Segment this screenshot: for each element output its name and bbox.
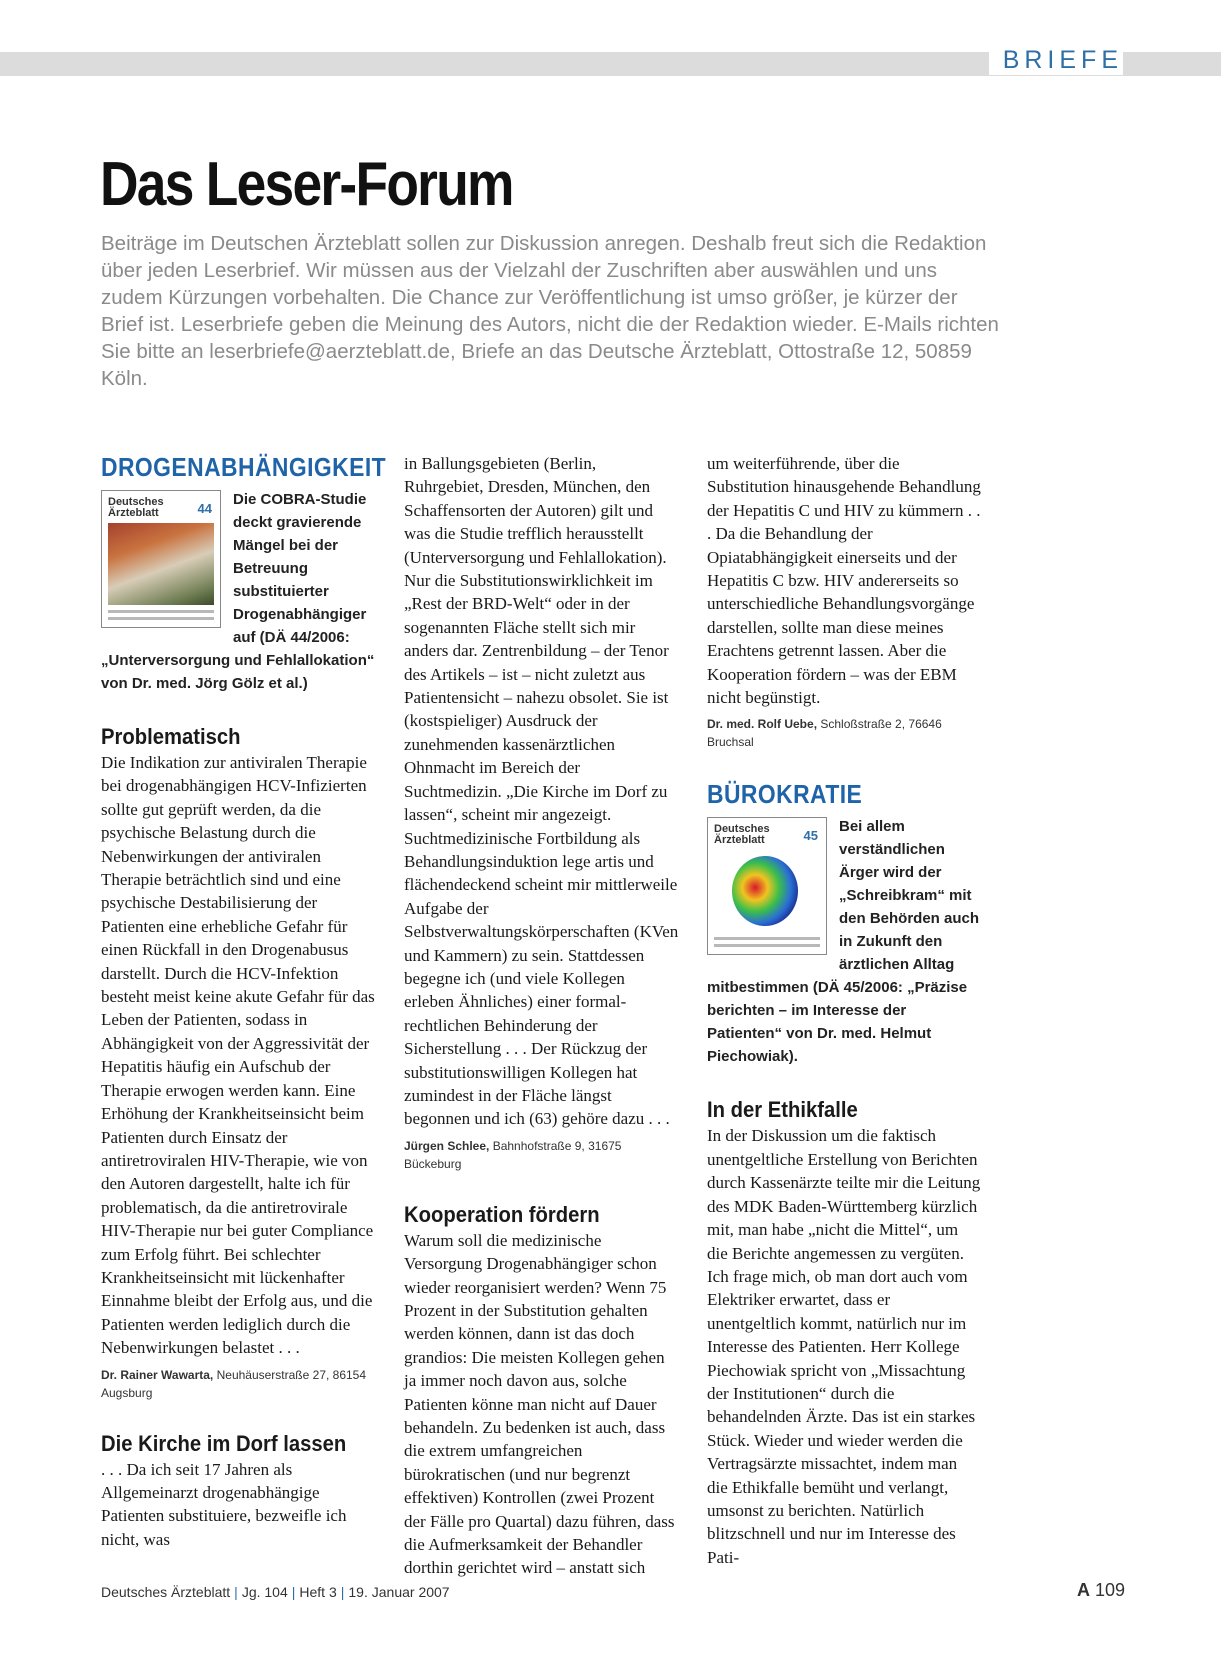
cover-image xyxy=(714,850,820,932)
topic-heading-drogenabhaengigkeit: DROGENABHÄNGIGKEIT xyxy=(101,452,387,482)
topic-lead-text: Bei allem verständlichen Ärger wird der „Schreibkram“ mit den Behörden auch in Zukunft den ärztlichen Alltag mitbestimmen (DÄ 45/2006: „Präzise berichten – im Interesse der Patienten“ von Dr. med. Helmut Piechowiak). xyxy=(707,818,980,1066)
topic-lead-text: Die COBRA-Studie deckt gravierende Mängel bei der Betreuung substituierter Drogenabhängiger auf (DÄ 44/2006: „Unterversorgung und Fehlallokation“ von Dr. med. Jörg Gölz et al.) xyxy=(101,491,375,692)
footer-separator: | xyxy=(340,1584,345,1600)
footer-separator: | xyxy=(291,1584,296,1600)
column-3 xyxy=(707,452,982,1569)
intro-text: Beiträge im Deutschen Ärzteblatt sollen zur Diskussion anregen. Deshalb freut sich die Redaktion über jeden Leserbrief. Wir müssen aus der Vielzahl der Zuschriften aber auswählen und uns zudem Kürzungen vorbehalten. Die Chance zur Veröffentlichung ist umso größer, je kürzer der Brief ist. Leserbriefe geben die Meinung des Autors, nicht die der Redaktion wieder. E-Mails richten Sie bitte an leserbriefe@aerzteblatt.de, Briefe an das Deutsche Ärzteblatt, Ottostraße 12, 50859 Köln. xyxy=(101,232,999,390)
letter-body-continued: um weiterführende, über die Substitution hinausgehende Behandlung der Hepatitis C und HIV zu kümmern . . . Da die Behandlung der Opiatabhängigkeit einerseits und der Hepatitis C bzw. HIV andererseits so unterschiedliche Behandlungsvorgänge darstellen, sollte man diese meines Erachtens getrennt lassen. Aber die Kooperation fördern – was der EBM nicht begünstigt. xyxy=(707,454,981,708)
cover-logo: Deutsches Ärzteblatt xyxy=(108,496,164,519)
footer-citation: Deutsches Ärzteblatt | Jg. 104 | Heft 3 | 19. Januar 2007 xyxy=(101,1584,450,1600)
page-title: Das Leser-Forum xyxy=(100,150,513,219)
letter-heading: Die Kirche im Dorf lassen xyxy=(101,1430,347,1456)
letter-body: In der Diskussion um die faktisch unentgeltliche Erstellung von Berichten durch Kassenärzte teilte mir die Leitung des MDK Baden-Württemberg kürzlich mit, man habe „nicht die Mittel“, um die Berichte angemessen zu vergüten. Ich frage mich, ob man dort auch vom Elektriker erwartet, dass er unentgeltlich kommt, natürlich nur im Interesse des Patienten. Herr Kollege Piechowiak spricht von „Missachtung der Institutionen“ durch die behandelnden Ärzte. Das ist ein starkes Stück. Wieder und wieder werden die Vertragsärzte missachtet, indem man die Ethikfalle bemüht und verlangt, umsonst zu berichten. Natürlich blitzschnell und nur im Interesse des Pati- xyxy=(707,1126,981,1567)
letter-signature: Dr. Rainer Wawarta, Neuhäuserstraße 27, 86154 Augsburg xyxy=(101,1367,367,1400)
footer-separator: | xyxy=(234,1584,238,1600)
cover-heatmap-graphic xyxy=(732,856,798,926)
cover-photo xyxy=(108,523,214,605)
letter-body: Warum soll die medizinische Versorgung Drogenabhängiger schon wieder reorganisiert werden? Wenn 75 Prozent in der Substitution gehalten werden können, dann ist das doch grandios: Die meisten Kollegen gehen ja immer noch davon aus, solche Patienten könne man nicht auf Dauer behandeln. Zu bedenken ist auch, dass die extrem umfangreichen bürokratischen (und nur begrenzt effektiven) Kontrollen (zwei Prozent der Fälle pro Quartal) dazu führen, dass die Aufmerksamkeit der Behandler dorthin gerichtet wird – anstatt sich xyxy=(404,1230,675,1578)
cover-logo: Deutsches Ärzteblatt xyxy=(714,823,770,847)
letter-heading: Problematisch xyxy=(101,724,241,749)
letter-signature: Dr. med. Rolf Uebe, Schloßstraße 2, 76646 Bruchsal xyxy=(707,717,942,750)
column-1 xyxy=(101,452,387,1551)
cover-issue-number: 45 xyxy=(803,828,818,844)
cover-caption-line xyxy=(108,617,214,620)
letter-signature: Jürgen Schlee, Bahnhofstraße 9, 31675 Bückeburg xyxy=(404,1138,622,1171)
magazine-cover-thumbnail xyxy=(101,490,221,628)
letter-body: . . . Da ich seit 17 Jahren als Allgemeinarzt drogenabhängige Patienten substituiere, bezweifle ich nicht, was xyxy=(101,1459,347,1549)
section-label: BRIEFE xyxy=(989,46,1123,75)
cover-issue-number: 44 xyxy=(197,501,212,516)
topic-heading-buerokratie: BÜROKRATIE xyxy=(707,779,863,810)
letter-body: Die Indikation zur antiviralen Therapie bei drogenabhängigen HCV-Infizierten sollte gut geprüft werden, da die psychische Belastung durch die Nebenwirkungen der antiviralen Therapie beträchtlich sind und eine psychische Destabilisierung der Patienten eine erhebliche Gefahr für einen Rückfall in den Drogenabusus darstellt. Durch die HCV-Infektion besteht meist keine akute Gefahr für das Leben der Patienten, sodass in Abhängigkeit von der Aggressivität der Hepatitis häufig ein Aufschub der Therapie erwogen werden kann. Eine Erhöhung der Krankheitseinsicht beim Patienten durch Einsatz der antiretroviralen HIV-Therapie, wie von den Autoren dargestellt, halte ich für problematisch, da die antiretrovirale HIV-Therapie nur bei guter Compliance zum Erfolg führt. Bei schlechter Krankheitseinsicht mit lückenhafter Einnahme bleibt der Erfolg aus, und die Patienten werden lediglich durch die Nebenwirkungen belastet . . . xyxy=(101,753,375,1358)
page-number: A 109 xyxy=(1076,1580,1125,1600)
letter-body-continued: in Ballungsgebieten (Berlin, Ruhrgebiet, Dresden, München, den Schaffensorten der Autoren) gilt und was die Studie trefflich herausstellt (Unterversorgung und Fehlallokation). Nur die Substitutionswirklichkeit im „Rest der BRD-Welt“ oder in der sogenannten Fläche stellt sich mir anders dar. Zentrenbildung – der Tenor des Artikels – ist – nicht zuletzt aus Patientensicht – nahezu obsolet. Sie ist (kostspieliger) Ausdruck der zunehmenden kassenärztlichen Ohnmacht im Bereich der Suchtmedizin. „Die Kirche im Dorf zu lassen“, scheint mir angezeigt. Suchtmedizinische Fortbildung als Behandlungsinduktion lege artis und flächendeckend scheint mir mittlerweile Aufgabe der Selbstverwaltungskörperschaften (KVen und Kammern) zu sein. Stattdessen begegne ich (und viele Kollegen erleben Ähnliches) einer formal-rechtlichen Behinderung der Sicherstellung . . . Der Rückzug der substitutionswilligen Kollegen hat zumindest in der Fläche längst begonnen und ich (63) gehöre dazu . . . xyxy=(404,454,679,1129)
letter-heading: Kooperation fördern xyxy=(404,1201,600,1227)
cover-caption-line xyxy=(714,937,820,940)
column-2 xyxy=(404,452,679,1580)
cover-caption-line xyxy=(714,944,820,947)
magazine-cover-thumbnail xyxy=(707,817,827,955)
letter-heading: In der Ethikfalle xyxy=(707,1097,858,1123)
cover-caption-line xyxy=(108,610,214,613)
